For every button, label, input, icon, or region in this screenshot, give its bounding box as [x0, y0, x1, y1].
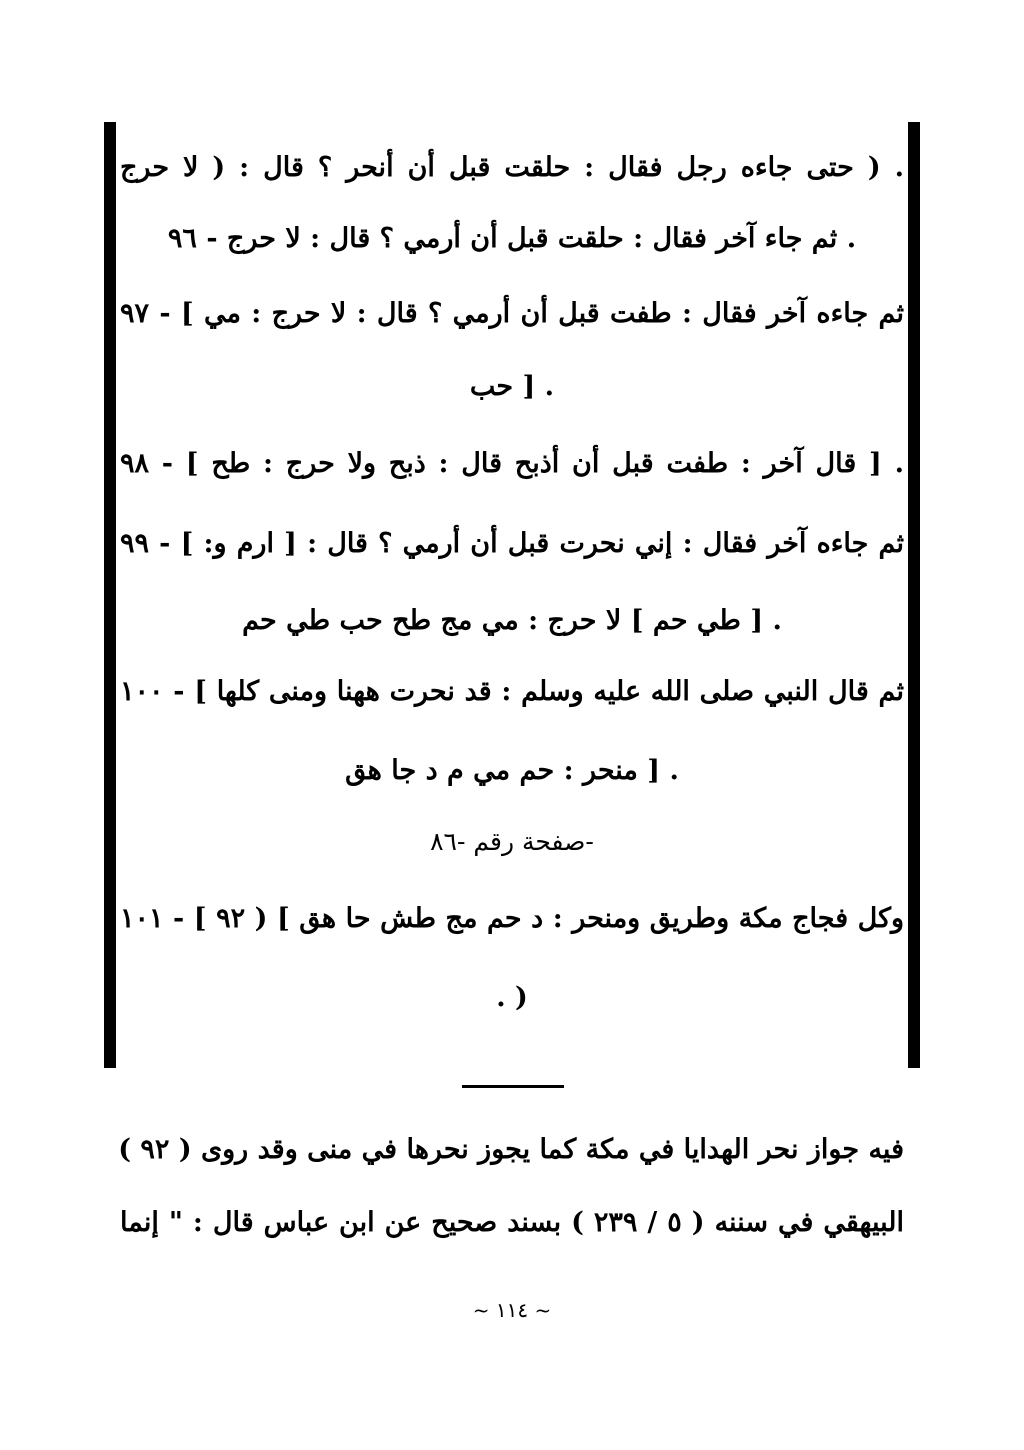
text-line: . ثم جاء آخر فقال : حلقت قبل أن أرمي ؟ قال : لا حرج - ٩٦: [167, 223, 857, 254]
right-border-rule: [908, 122, 920, 1068]
text-line: ثم قال النبي صلى الله عليه وسلم : قد نحرت ههنا ومنى كلها ] - ١٠٠: [120, 676, 904, 707]
page-number: ~ ١١٤ ~: [472, 1298, 552, 1322]
text-line: وكل فجاج مكة وطريق ومنحر : د حم مج طش حا هق ] ( ٩٢ ] - ١٠١: [120, 903, 904, 934]
text-line: . [ منحر : حم مي م د جا هق: [345, 755, 679, 786]
text-line: . [ حب: [469, 371, 555, 402]
text-line: . [ قال آخر : طفت قبل أن أذبح قال : ذبح ولا حرج : طح ] - ٩٨: [120, 448, 904, 479]
text-line: . [ طي حم ] لا حرج : مي مج طح حب طي حم: [242, 605, 782, 636]
footnote-line: البيهقي في سننه ( ٥ / ٢٣٩ ) بسند صحيح عن ابن عباس قال : " إنما: [120, 1207, 904, 1238]
page-marker: -صفحة رقم -٨٦: [430, 827, 594, 856]
text-line: ثم جاءه آخر فقال : طفت قبل أن أرمي ؟ قال : لا حرج : مي ] - ٩٧: [120, 298, 904, 329]
text-line: . ): [496, 982, 528, 1013]
text-line: ثم جاءه آخر فقال : إني نحرت قبل أن أرمي ؟ قال : [ ارم و: ] - ٩٩: [120, 528, 904, 559]
left-border-rule: [104, 122, 116, 1068]
footnote-separator: [462, 1085, 564, 1088]
footnote-line: فيه جواز نحر الهدايا في مكة كما يجوز نحرها في منى وقد روى ( ٩٢ ): [118, 1134, 904, 1165]
text-line: . ( حتى جاءه رجل فقال : حلقت قبل أن أنحر ؟ قال : ( لا حرج: [120, 152, 904, 183]
